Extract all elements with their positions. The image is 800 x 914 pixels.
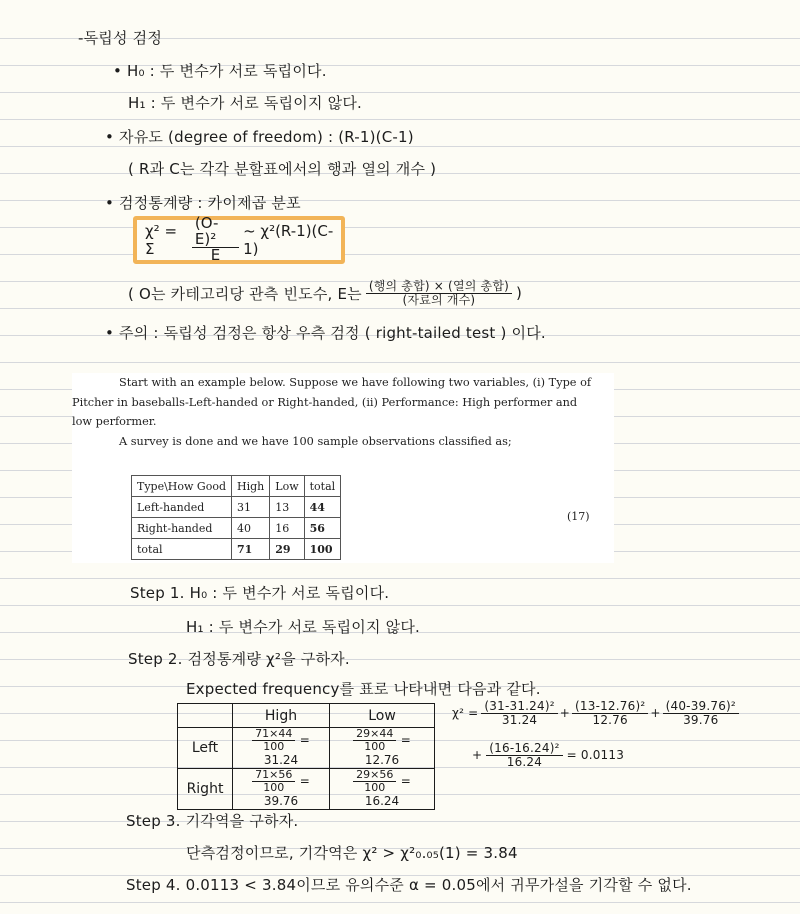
fraction-numerator: 71×56 (252, 769, 295, 782)
expected-frequency-table (177, 703, 435, 810)
cell-value: = 16.24 (364, 774, 411, 809)
fraction-denominator: 16.24 (506, 754, 543, 769)
table-row (132, 539, 341, 560)
table-cell: 44 (304, 497, 341, 518)
table-cell: 16 (270, 518, 304, 539)
chi-square-formula-box (133, 213, 345, 265)
table-cell: total (304, 476, 341, 497)
fraction-denominator: 100 (263, 780, 285, 794)
table-cell: 31 (232, 497, 270, 518)
caution-note: • 주의 : 독립성 검정은 항상 우측 검정 ( right-tailed test ) 이다. (105, 324, 546, 342)
table-row (132, 497, 341, 518)
oe-text: ( O는 카테고리당 관측 빈도수, E는 (128, 284, 362, 303)
table-cell (330, 728, 435, 769)
paper-paragraph-1: Start with an example below. Suppose we have following two variables, (i) Type of Pitcher in baseballs-Left-handed or Right-handed, (ii) Performance: High performer and low performer. (72, 376, 592, 428)
cell-fraction (353, 728, 396, 752)
fraction-numerator: 29×56 (353, 769, 396, 782)
table-row (178, 728, 435, 769)
fraction-denominator: 100 (364, 739, 386, 753)
cell-fraction (353, 769, 396, 793)
cell-fraction (252, 769, 295, 793)
table-cell (233, 728, 330, 769)
table-cell: 100 (304, 539, 341, 560)
table-corner-cell (178, 704, 233, 728)
step-4-conclusion: Step 4. 0.0113 < 3.84이므로 유의수준 α = 0.05에서 귀무가설을 기각할 수 없다. (126, 876, 692, 894)
table-cell (330, 769, 435, 810)
formula-fraction (192, 213, 239, 265)
step-2: Step 2. 검정통계량 χ²을 구하자. (128, 650, 350, 668)
equation-number: (17) (567, 510, 590, 523)
fraction-denominator: 31.24 (501, 712, 538, 727)
column-header-high: High (233, 704, 330, 728)
step-1: Step 1. H₀ : 두 변수가 서로 독립이다. (130, 584, 390, 602)
table-cell: 71 (232, 539, 270, 560)
fraction-denominator: 39.76 (683, 712, 719, 727)
chi-term-4 (486, 742, 562, 768)
fraction-numerator: 29×44 (353, 728, 396, 741)
chi-term-1 (481, 700, 557, 726)
table-row (178, 769, 435, 810)
expected-frequency-definition (128, 280, 522, 306)
oe-fraction (366, 280, 512, 306)
section-title: -독립성 검정 (78, 29, 163, 47)
table-cell: Low (270, 476, 304, 497)
table-cell: 56 (304, 518, 341, 539)
observation-table (131, 475, 341, 560)
row-header-right: Right (178, 769, 233, 810)
table-cell: Right-handed (132, 518, 232, 539)
step-3: Step 3. 기각역을 구하자. (126, 812, 299, 830)
table-cell (233, 769, 330, 810)
chi-square-result: = 0.0113 (566, 748, 625, 763)
table-cell: Left-handed (132, 497, 232, 518)
degrees-of-freedom-note: ( R과 C는 각각 분할표에서의 행과 열의 개수 ) (128, 160, 437, 178)
table-cell: total (132, 539, 232, 560)
plus-sign: + (650, 706, 661, 721)
step-1-alternative: H₁ : 두 변수가 서로 독립이지 않다. (186, 618, 421, 636)
paper-excerpt (72, 373, 614, 563)
fraction-numerator: (31-31.24)² (481, 700, 557, 714)
plus-sign: + (472, 748, 483, 763)
alternative-hypothesis: H₁ : 두 변수가 서로 독립이지 않다. (128, 94, 363, 112)
plus-sign: + (559, 706, 571, 721)
formula-numerator: (O-E)² (192, 216, 239, 249)
cell-value: = 12.76 (364, 733, 411, 768)
step-3-rejection-region: 단측검정이므로, 기각역은 χ² > χ²₀.₀₅(1) = 3.84 (186, 844, 518, 862)
chi-square-calculation-line-1 (452, 700, 739, 726)
formula-lhs: χ² = Σ (145, 222, 178, 258)
fraction-denominator: 100 (364, 780, 386, 794)
table-row (178, 704, 435, 728)
row-header-left: Left (178, 728, 233, 769)
table-cell: 40 (232, 518, 270, 539)
paper-paragraph-2: A survey is done and we have 100 sample observations classified as; (119, 435, 512, 448)
formula-rhs: ~ χ²(R-1)(C-1) (243, 222, 334, 258)
cell-fraction (252, 728, 295, 752)
oe-denominator: (자료의 개수) (402, 292, 476, 307)
chi-term-3 (663, 700, 739, 726)
fraction-numerator: 71×44 (252, 728, 295, 741)
table-cell: 29 (270, 539, 304, 560)
oe-numerator: (행의 총합) × (열의 총합) (366, 280, 512, 294)
table-cell: 13 (270, 497, 304, 518)
oe-close: ) (516, 284, 523, 303)
formula-denominator: E (210, 246, 221, 265)
chi-term-2 (572, 700, 648, 726)
chi-square-calculation-line-2 (472, 742, 624, 768)
chi-lhs: χ² = (452, 706, 479, 721)
test-statistic-heading: • 검정통계량 : 카이제곱 분포 (105, 194, 301, 212)
step-2-subtext: Expected frequency를 표로 나타내면 다음과 같다. (186, 680, 541, 698)
fraction-numerator: (13-12.76)² (572, 700, 648, 714)
fraction-numerator: (16-16.24)² (486, 742, 562, 756)
fraction-numerator: (40-39.76)² (663, 700, 739, 714)
fraction-denominator: 100 (263, 739, 285, 753)
cell-value: = 31.24 (263, 733, 310, 768)
column-header-low: Low (330, 704, 435, 728)
cell-value: = 39.76 (263, 774, 310, 809)
table-cell: High (232, 476, 270, 497)
table-row (132, 476, 341, 497)
fraction-denominator: 12.76 (592, 712, 628, 727)
null-hypothesis: • H₀ : 두 변수가 서로 독립이다. (113, 62, 327, 80)
table-row (132, 518, 341, 539)
degrees-of-freedom: • 자유도 (degree of freedom) : (R-1)(C-1) (105, 128, 414, 146)
table-cell: Type\How Good (132, 476, 232, 497)
